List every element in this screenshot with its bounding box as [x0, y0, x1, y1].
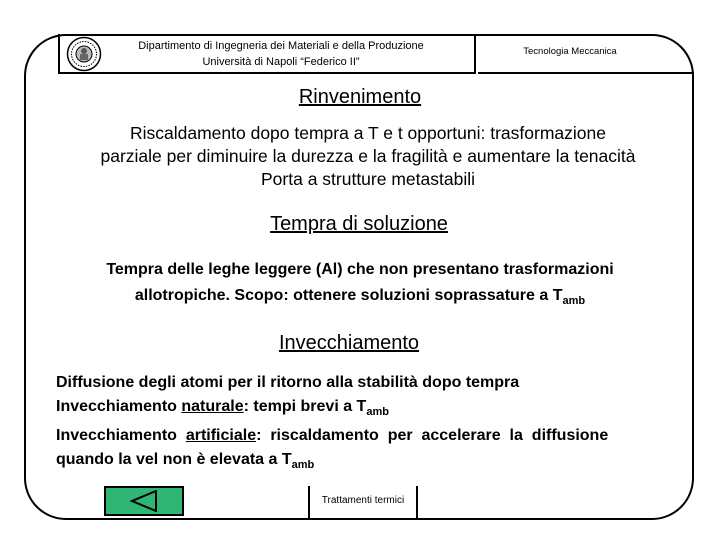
back-button[interactable]: [104, 486, 184, 516]
paragraph-invecchiamento: [56, 371, 676, 477]
tempra-line-1: Tempra delle leghe leggere (Al) che non presentano trasformazioni: [106, 261, 614, 278]
institution-line-2: Università di Napoli “Federico II”: [202, 56, 360, 68]
paragraph-rinvenimento: [30, 122, 706, 191]
institution-text: [112, 38, 450, 70]
paragraph-tempra-soluzione: [40, 257, 680, 314]
rinvenimento-line-2: parziale per diminuire la durezza e la fragilità e aumentare la tenacità: [100, 146, 636, 166]
heading-tempra-soluzione: Tempra di soluzione: [270, 213, 448, 235]
rinvenimento-line-3: Porta a strutture metastabili: [261, 169, 475, 189]
footer-section-label: Trattamenti termici: [308, 486, 418, 520]
rinvenimento-line-1: Riscaldamento dopo tempra a T e t opportuni: trasformazione: [129, 123, 606, 143]
triangle-left-icon: [130, 490, 158, 512]
invecchiamento-line-3: Invecchiamento artificiale: riscaldamento per accelerare la diffusione: [56, 427, 609, 444]
heading-rinvenimento: Rinvenimento: [298, 86, 422, 108]
university-seal-icon: [66, 36, 102, 72]
invecchiamento-line-1: Diffusione degli atomi per il ritorno alla stabilità dopo tempra: [56, 374, 520, 391]
heading-invecchiamento: Invecchiamento: [278, 332, 420, 354]
tempra-line-2: allotropiche. Scopo: ottenere soluzioni soprassature a $T_{amb}$: [134, 287, 586, 307]
invecchiamento-line-2: Invecchiamento naturale: tempi brevi a $T_{amb}$: [56, 398, 389, 418]
course-title: Tecnologia Meccanica: [523, 46, 617, 57]
invecchiamento-line-4: quando la vel non è elevata a $T_{amb}$: [56, 451, 315, 471]
institution-line-1: Dipartimento di Ingegneria dei Materiali e della Produzione: [138, 40, 424, 52]
